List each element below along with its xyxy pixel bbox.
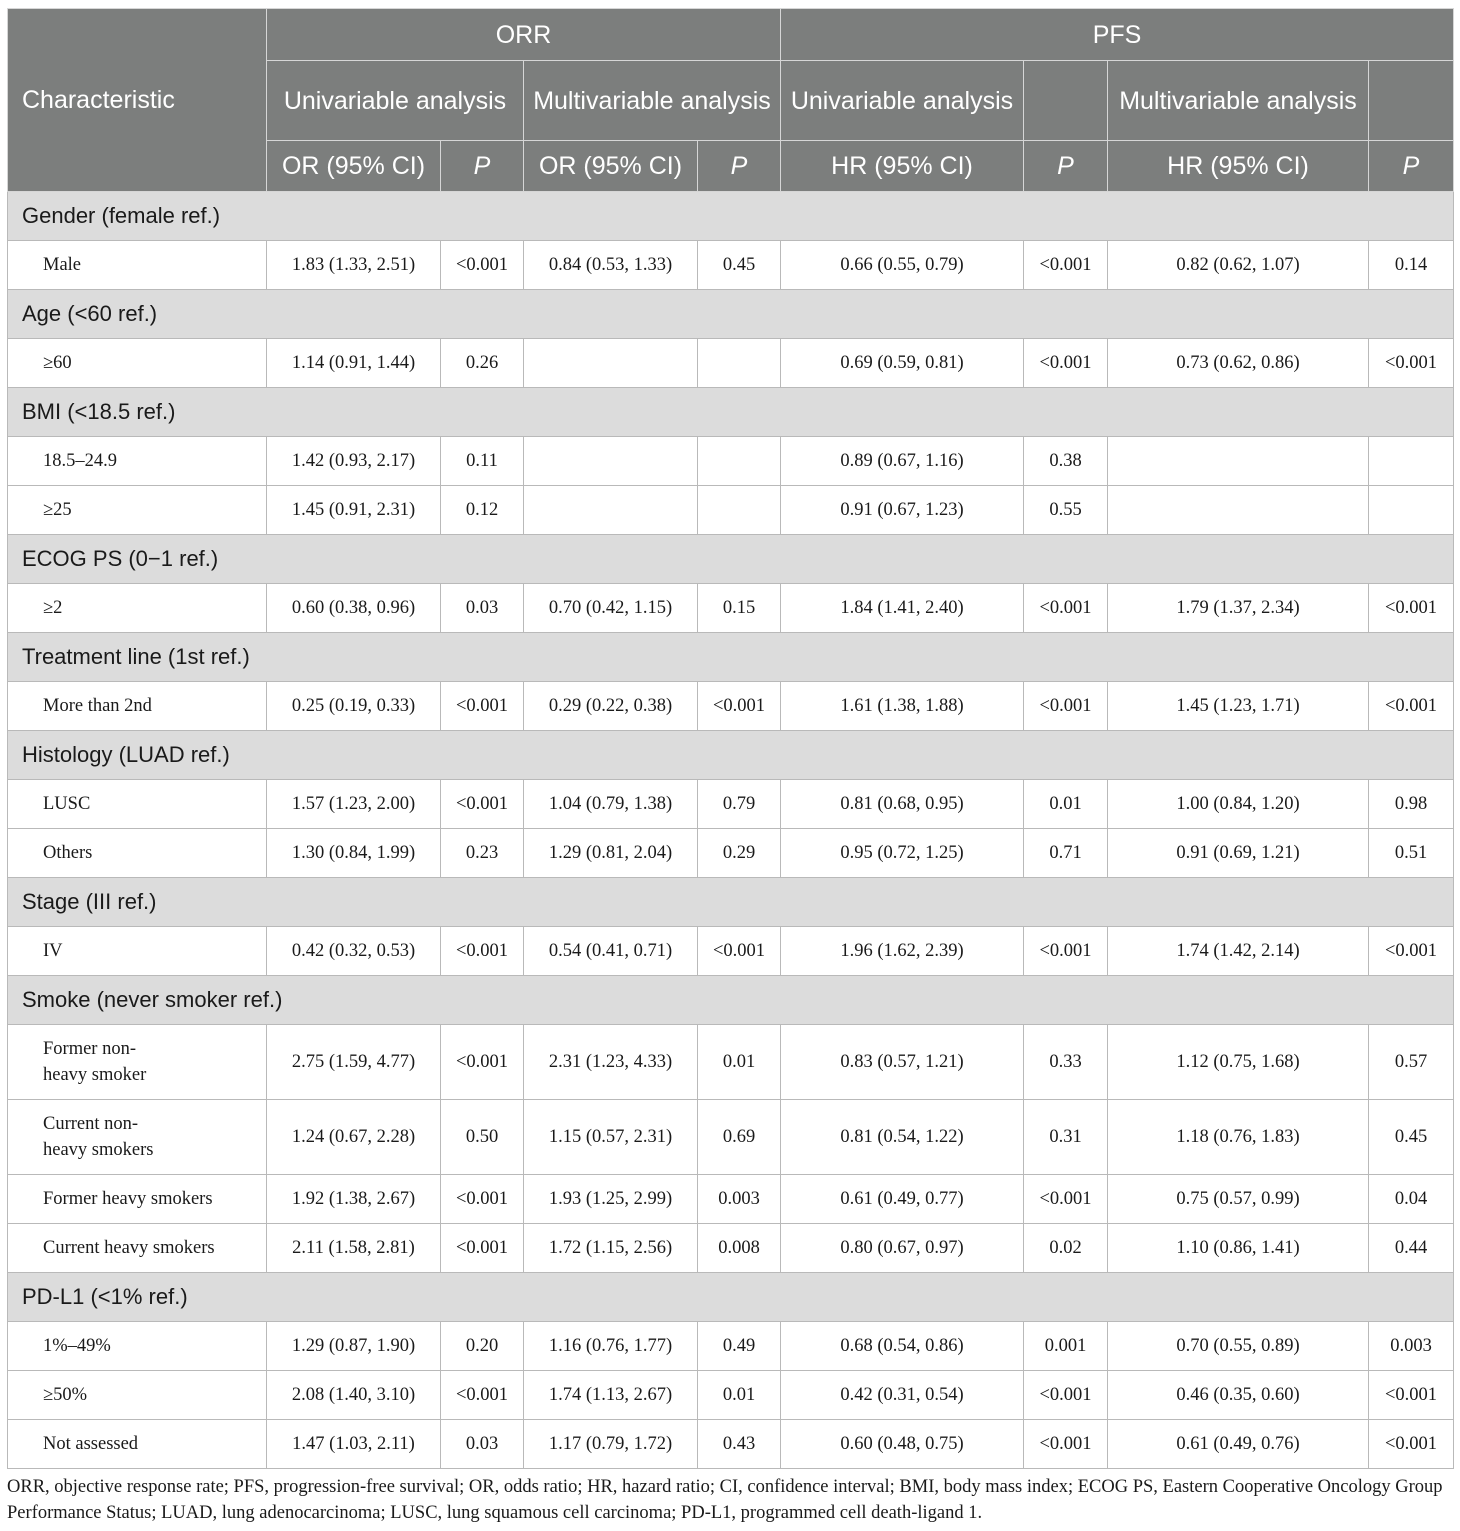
orr-multi-or-ci-cell [524, 437, 698, 486]
orr-uni-p-cell: 0.03 [441, 1420, 524, 1469]
orr-uni-p-cell: <0.001 [441, 1175, 524, 1224]
orr-uni-or-ci-cell: 1.42 (0.93, 2.17) [267, 437, 441, 486]
orr-multi-p-cell: 0.49 [698, 1322, 781, 1371]
pfs-multi-hr-ci-cell: 0.82 (0.62, 1.07) [1108, 241, 1369, 290]
row-label-line: IV [43, 941, 63, 961]
row-label-line: Former heavy smokers [43, 1189, 213, 1209]
orr-multi-p-cell: 0.003 [698, 1175, 781, 1224]
row-label [8, 1100, 267, 1175]
pfs-uni-hr-ci-cell: 0.95 (0.72, 1.25) [781, 829, 1024, 878]
orr-multi-p-cell [698, 437, 781, 486]
pfs-uni-p-cell: 0.33 [1024, 1025, 1108, 1100]
pfs-uni-hr-ci-cell: 1.61 (1.38, 1.88) [781, 682, 1024, 731]
pfs-uni-p-cell: <0.001 [1024, 1420, 1108, 1469]
row-label [8, 1025, 267, 1100]
table-footnote: ORR, objective response rate; PFS, progression-free survival; OR, odds ratio; HR, hazard ratio; CI, confidence interval; BMI, body mass index; ECOG PS, Eastern Cooperative Oncology Group Performance Status; LUAD, lung adenocarcinoma; LUSC, lung squamous cell carcinoma; PD-L1, programmed cell death-ligand 1. [7, 1477, 1443, 1523]
orr-multi-or-ci-cell: 0.84 (0.53, 1.33) [524, 241, 698, 290]
orr-multi-p-cell: 0.43 [698, 1420, 781, 1469]
pfs-uni-hr-ci-cell: 1.84 (1.41, 2.40) [781, 584, 1024, 633]
orr-uni-or-ci-cell: 2.08 (1.40, 3.10) [267, 1371, 441, 1420]
pfs-uni-hr-ci-cell: 0.69 (0.59, 0.81) [781, 339, 1024, 388]
row-label-line: Former non- [43, 1039, 136, 1059]
row-label-line: 1%–49% [43, 1336, 111, 1356]
row-label-line: Male [43, 255, 82, 275]
orr-uni-p-cell: <0.001 [441, 927, 524, 976]
row-label-line: Others [43, 843, 93, 863]
orr-multi-or-ci-header: OR (95% CI) [524, 141, 698, 192]
orr-multivariable-header: Multivariable analysis [524, 61, 781, 141]
pfs-multi-p-header: P [1369, 141, 1454, 192]
pfs-uni-hr-ci-cell: 0.80 (0.67, 0.97) [781, 1224, 1024, 1273]
pfs-multi-p-cell: 0.003 [1369, 1322, 1454, 1371]
orr-multi-p-cell: 0.01 [698, 1371, 781, 1420]
row-label-line: Current non- [43, 1114, 139, 1134]
pfs-multi-hr-ci-cell: 1.79 (1.37, 2.34) [1108, 584, 1369, 633]
orr-multi-p-cell: 0.45 [698, 241, 781, 290]
table-row [8, 339, 1454, 388]
group-label: Smoke (never smoker ref.) [8, 976, 1454, 1025]
orr-multi-or-ci-cell: 1.74 (1.13, 2.67) [524, 1371, 698, 1420]
orr-uni-p-cell: 0.26 [441, 339, 524, 388]
table-row [8, 1420, 1454, 1469]
row-label-line: ≥2 [43, 598, 63, 618]
pfs-multi-p-cell: 0.51 [1369, 829, 1454, 878]
orr-multi-or-ci-cell: 1.17 (0.79, 1.72) [524, 1420, 698, 1469]
orr-uni-or-ci-cell: 1.57 (1.23, 2.00) [267, 780, 441, 829]
results-table-container [7, 8, 1453, 1469]
pfs-multi-p-cell: 0.45 [1369, 1100, 1454, 1175]
table-header [8, 9, 1454, 192]
orr-multi-or-ci-cell: 1.29 (0.81, 2.04) [524, 829, 698, 878]
group-header-row [8, 192, 1454, 241]
orr-multi-p-cell: 0.15 [698, 584, 781, 633]
group-header-row [8, 633, 1454, 682]
orr-multi-p-cell [698, 339, 781, 388]
row-label [8, 437, 267, 486]
pfs-multi-hr-ci-header: HR (95% CI) [1108, 141, 1369, 192]
pfs-uni-p-cell: 0.01 [1024, 780, 1108, 829]
orr-uni-p-header: P [441, 141, 524, 192]
pfs-uni-p-cell: <0.001 [1024, 584, 1108, 633]
group-label: Gender (female ref.) [8, 192, 1454, 241]
pfs-multi-hr-ci-cell: 0.61 (0.49, 0.76) [1108, 1420, 1369, 1469]
orr-multi-or-ci-cell: 0.54 (0.41, 0.71) [524, 927, 698, 976]
row-label-line: ≥60 [43, 353, 72, 373]
row-label [8, 241, 267, 290]
table-row [8, 1100, 1454, 1175]
orr-multi-or-ci-cell: 1.16 (0.76, 1.77) [524, 1322, 698, 1371]
pfs-multivariable-spacer [1369, 61, 1454, 141]
pfs-multi-hr-ci-cell: 1.00 (0.84, 1.20) [1108, 780, 1369, 829]
table-row [8, 437, 1454, 486]
pfs-multi-hr-ci-cell: 0.75 (0.57, 0.99) [1108, 1175, 1369, 1224]
orr-univariable-header: Univariable analysis [267, 61, 524, 141]
pfs-uni-p-cell: 0.38 [1024, 437, 1108, 486]
table-row [8, 780, 1454, 829]
table-row [8, 829, 1454, 878]
pfs-uni-hr-ci-cell: 0.81 (0.54, 1.22) [781, 1100, 1024, 1175]
pfs-univariable-header: Univariable analysis [781, 61, 1024, 141]
orr-uni-p-cell: 0.11 [441, 437, 524, 486]
group-label: Histology (LUAD ref.) [8, 731, 1454, 780]
row-label [8, 927, 267, 976]
orr-uni-p-cell: <0.001 [441, 1224, 524, 1273]
pfs-multi-p-cell: <0.001 [1369, 339, 1454, 388]
orr-multi-p-cell: <0.001 [698, 927, 781, 976]
table-row [8, 682, 1454, 731]
table-row [8, 584, 1454, 633]
orr-multi-p-cell [698, 486, 781, 535]
orr-multi-or-ci-cell: 1.93 (1.25, 2.99) [524, 1175, 698, 1224]
pfs-uni-p-cell: 0.001 [1024, 1322, 1108, 1371]
row-label [8, 829, 267, 878]
group-label: PD-L1 (<1% ref.) [8, 1273, 1454, 1322]
pfs-uni-p-cell: <0.001 [1024, 339, 1108, 388]
orr-multi-p-cell: 0.29 [698, 829, 781, 878]
orr-uni-or-ci-cell: 0.42 (0.32, 0.53) [267, 927, 441, 976]
pfs-multi-p-cell: 0.57 [1369, 1025, 1454, 1100]
row-label [8, 682, 267, 731]
table-row [8, 486, 1454, 535]
group-header-row [8, 290, 1454, 339]
orr-multi-or-ci-cell: 0.70 (0.42, 1.15) [524, 584, 698, 633]
orr-uni-p-cell: 0.50 [441, 1100, 524, 1175]
table-row [8, 1322, 1454, 1371]
pfs-uni-hr-ci-cell: 0.81 (0.68, 0.95) [781, 780, 1024, 829]
orr-uni-p-cell: 0.20 [441, 1322, 524, 1371]
orr-uni-p-cell: <0.001 [441, 780, 524, 829]
orr-uni-p-cell: 0.03 [441, 584, 524, 633]
row-label-line: Not assessed [43, 1434, 139, 1454]
orr-uni-or-ci-cell: 1.24 (0.67, 2.28) [267, 1100, 441, 1175]
pfs-multi-p-cell: <0.001 [1369, 1371, 1454, 1420]
table-row [8, 1175, 1454, 1224]
orr-uni-p-cell: <0.001 [441, 241, 524, 290]
orr-uni-or-ci-cell: 2.11 (1.58, 2.81) [267, 1224, 441, 1273]
row-label-line: Current heavy smokers [43, 1238, 215, 1258]
orr-uni-p-cell: <0.001 [441, 1371, 524, 1420]
pfs-uni-hr-ci-cell: 0.61 (0.49, 0.77) [781, 1175, 1024, 1224]
row-label-line: ≥25 [43, 500, 72, 520]
characteristic-header: Characteristic [8, 9, 267, 192]
pfs-uni-p-cell: <0.001 [1024, 682, 1108, 731]
pfs-uni-p-cell: <0.001 [1024, 1175, 1108, 1224]
orr-uni-or-ci-cell: 1.14 (0.91, 1.44) [267, 339, 441, 388]
group-header-row [8, 976, 1454, 1025]
row-label [8, 584, 267, 633]
orr-multi-or-ci-cell: 0.29 (0.22, 0.38) [524, 682, 698, 731]
pfs-multi-hr-ci-cell: 0.70 (0.55, 0.89) [1108, 1322, 1369, 1371]
pfs-uni-p-cell: <0.001 [1024, 1371, 1108, 1420]
table-row [8, 1371, 1454, 1420]
orr-multi-p-cell: 0.01 [698, 1025, 781, 1100]
orr-uni-p-cell: <0.001 [441, 682, 524, 731]
row-label-line: LUSC [43, 794, 91, 814]
table-body [8, 192, 1454, 1469]
pfs-multi-hr-ci-cell: 1.12 (0.75, 1.68) [1108, 1025, 1369, 1100]
pfs-uni-hr-ci-cell: 1.96 (1.62, 2.39) [781, 927, 1024, 976]
orr-header: ORR [267, 9, 781, 61]
pfs-uni-p-cell: 0.55 [1024, 486, 1108, 535]
pfs-uni-hr-ci-cell: 0.42 (0.31, 0.54) [781, 1371, 1024, 1420]
orr-multi-or-ci-cell [524, 486, 698, 535]
group-header-row [8, 388, 1454, 437]
orr-multi-or-ci-cell: 1.15 (0.57, 2.31) [524, 1100, 698, 1175]
pfs-multi-hr-ci-cell: 1.45 (1.23, 1.71) [1108, 682, 1369, 731]
row-label [8, 1371, 267, 1420]
pfs-uni-hr-ci-cell: 0.83 (0.57, 1.21) [781, 1025, 1024, 1100]
pfs-multi-p-cell: <0.001 [1369, 584, 1454, 633]
pfs-multi-p-cell: 0.04 [1369, 1175, 1454, 1224]
row-label [8, 1175, 267, 1224]
orr-multi-p-cell: 0.008 [698, 1224, 781, 1273]
group-label: Stage (III ref.) [8, 878, 1454, 927]
pfs-multi-hr-ci-cell: 0.73 (0.62, 0.86) [1108, 339, 1369, 388]
pfs-uni-hr-ci-cell: 0.60 (0.48, 0.75) [781, 1420, 1024, 1469]
pfs-multi-p-cell: <0.001 [1369, 927, 1454, 976]
pfs-uni-hr-ci-cell: 0.91 (0.67, 1.23) [781, 486, 1024, 535]
group-header-row [8, 1273, 1454, 1322]
orr-uni-or-ci-cell: 2.75 (1.59, 4.77) [267, 1025, 441, 1100]
pfs-uni-hr-ci-cell: 0.68 (0.54, 0.86) [781, 1322, 1024, 1371]
orr-multi-p-cell: 0.69 [698, 1100, 781, 1175]
pfs-multi-hr-ci-cell: 1.18 (0.76, 1.83) [1108, 1100, 1369, 1175]
orr-uni-or-ci-cell: 1.47 (1.03, 2.11) [267, 1420, 441, 1469]
row-label [8, 1322, 267, 1371]
pfs-uni-hr-ci-cell: 0.66 (0.55, 0.79) [781, 241, 1024, 290]
orr-uni-or-ci-cell: 1.83 (1.33, 2.51) [267, 241, 441, 290]
table-row [8, 927, 1454, 976]
orr-uni-or-ci-cell: 1.92 (1.38, 2.67) [267, 1175, 441, 1224]
pfs-multi-hr-ci-cell: 0.91 (0.69, 1.21) [1108, 829, 1369, 878]
orr-uni-or-ci-cell: 0.25 (0.19, 0.33) [267, 682, 441, 731]
row-label-line: ≥50% [43, 1385, 88, 1405]
orr-uni-p-cell: 0.23 [441, 829, 524, 878]
regression-results-table [7, 8, 1454, 1469]
pfs-uni-p-cell: <0.001 [1024, 241, 1108, 290]
orr-uni-or-ci-header: OR (95% CI) [267, 141, 441, 192]
orr-multi-or-ci-cell [524, 339, 698, 388]
group-label: Treatment line (1st ref.) [8, 633, 1454, 682]
pfs-uni-p-cell: 0.31 [1024, 1100, 1108, 1175]
group-header-row [8, 878, 1454, 927]
group-label: BMI (<18.5 ref.) [8, 388, 1454, 437]
row-label-line: heavy smokers [43, 1140, 154, 1160]
row-label [8, 780, 267, 829]
row-label-line: More than 2nd [43, 696, 152, 716]
orr-multi-or-ci-cell: 1.04 (0.79, 1.38) [524, 780, 698, 829]
orr-uni-or-ci-cell: 1.45 (0.91, 2.31) [267, 486, 441, 535]
group-header-row [8, 731, 1454, 780]
pfs-multi-hr-ci-cell: 0.46 (0.35, 0.60) [1108, 1371, 1369, 1420]
pfs-multi-hr-ci-cell [1108, 437, 1369, 486]
table-row [8, 241, 1454, 290]
pfs-uni-hr-ci-cell: 0.89 (0.67, 1.16) [781, 437, 1024, 486]
pfs-uni-p-cell: 0.71 [1024, 829, 1108, 878]
pfs-multi-p-cell: 0.98 [1369, 780, 1454, 829]
orr-uni-or-ci-cell: 0.60 (0.38, 0.96) [267, 584, 441, 633]
pfs-multivariable-header: Multivariable analysis [1108, 61, 1369, 141]
pfs-multi-hr-ci-cell: 1.74 (1.42, 2.14) [1108, 927, 1369, 976]
pfs-uni-hr-ci-header: HR (95% CI) [781, 141, 1024, 192]
pfs-header: PFS [781, 9, 1454, 61]
row-label [8, 339, 267, 388]
group-header-row [8, 535, 1454, 584]
pfs-multi-hr-ci-cell [1108, 486, 1369, 535]
orr-multi-p-cell: 0.79 [698, 780, 781, 829]
group-label: ECOG PS (0−1 ref.) [8, 535, 1454, 584]
orr-multi-p-header: P [698, 141, 781, 192]
pfs-uni-p-header: P [1024, 141, 1108, 192]
pfs-uni-p-cell: <0.001 [1024, 927, 1108, 976]
row-label [8, 1224, 267, 1273]
pfs-multi-hr-ci-cell: 1.10 (0.86, 1.41) [1108, 1224, 1369, 1273]
pfs-multi-p-cell: <0.001 [1369, 1420, 1454, 1469]
orr-multi-or-ci-cell: 2.31 (1.23, 4.33) [524, 1025, 698, 1100]
row-label-line: heavy smoker [43, 1065, 147, 1085]
row-label [8, 1420, 267, 1469]
group-label: Age (<60 ref.) [8, 290, 1454, 339]
table-row [8, 1025, 1454, 1100]
pfs-multi-p-cell [1369, 486, 1454, 535]
orr-uni-or-ci-cell: 1.29 (0.87, 1.90) [267, 1322, 441, 1371]
pfs-uni-p-cell: 0.02 [1024, 1224, 1108, 1273]
pfs-multi-p-cell: 0.44 [1369, 1224, 1454, 1273]
orr-uni-p-cell: 0.12 [441, 486, 524, 535]
pfs-multi-p-cell: <0.001 [1369, 682, 1454, 731]
row-label-line: 18.5–24.9 [43, 451, 117, 471]
pfs-univariable-spacer [1024, 61, 1108, 141]
pfs-multi-p-cell: 0.14 [1369, 241, 1454, 290]
orr-uni-or-ci-cell: 1.30 (0.84, 1.99) [267, 829, 441, 878]
orr-uni-p-cell: <0.001 [441, 1025, 524, 1100]
orr-multi-p-cell: <0.001 [698, 682, 781, 731]
orr-multi-or-ci-cell: 1.72 (1.15, 2.56) [524, 1224, 698, 1273]
row-label [8, 486, 267, 535]
pfs-multi-p-cell [1369, 437, 1454, 486]
table-row [8, 1224, 1454, 1273]
